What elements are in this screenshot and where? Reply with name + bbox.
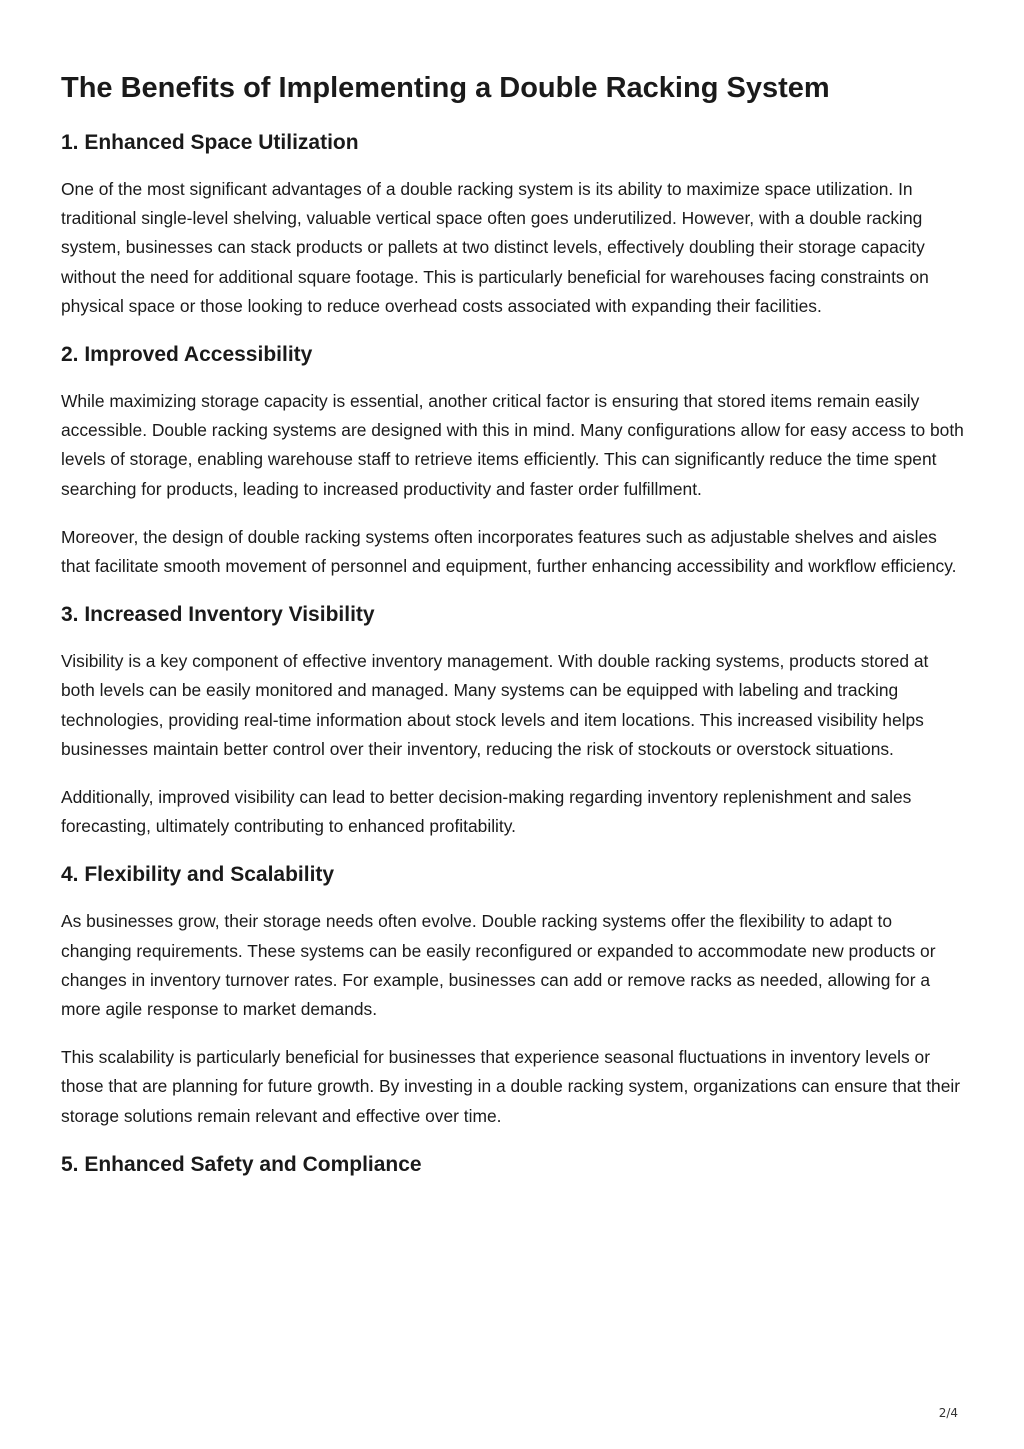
section-paragraph: Visibility is a key component of effective inventory management. With double racking systems, products stored at both levels can be easily monitored and managed. Many systems can be equipped with labeling and tracking technologies, providing real-time information about stock levels and item locations. This increased visibility helps businesses maintain better control over their inventory, reducing the risk of stockouts or overstock situations. [61,651,929,759]
section-heading: 2. Improved Accessibility [61,343,313,367]
section-heading: 3. Increased Inventory Visibility [61,603,375,627]
page-title: The Benefits of Implementing a Double Racking System [61,72,830,104]
section-heading: 4. Flexibility and Scalability [61,863,335,887]
section-heading: 1. Enhanced Space Utilization [61,131,359,154]
section-heading: 5. Enhanced Safety and Compliance [61,1152,422,1176]
section-space-utilization [61,128,966,321]
section-flexibility-scalability [61,860,966,1130]
section-paragraph: Additionally, improved visibility can lead to better decision-making regarding inventory replenishment and sales forecasting, ultimately contributing to enhanced profitability. [61,787,912,837]
section-accessibility [61,340,966,581]
section-paragraph: This scalability is particularly beneficial for businesses that experience seasonal fluctuations in inventory levels or those that are planning for future growth. By investing in a double racking system, organizations can ensure that their storage solutions remain relevant and effective over time. [61,1047,961,1126]
section-inventory-visibility [61,600,966,841]
section-paragraph: As businesses grow, their storage needs often evolve. Double racking systems offer the flexibility to adapt to changing requirements. These systems can be easily reconfigured or expanded to accommodate new products or changes in inventory turnover rates. For example, businesses can add or remove racks as needed, allowing for a more agile response to market demands. [61,911,936,1020]
section-paragraph: One of the most significant advantages of a double racking system is its ability to maximize space utilization. In traditional single-level shelving, valuable vertical space often goes underutilized. However, with a double racking system, businesses can stack products or pallets at two distinct levels, effectively doubling their storage capacity without the need for additional square footage. This is particularly beneficial for warehouses facing constraints on physical space or those looking to reduce overhead costs associated with expanding their facilities. [61,179,929,316]
page-number: 2/4 [938,1406,958,1420]
section-paragraph: Moreover, the design of double racking systems often incorporates features such as adjustable shelves and aisles that facilitate smooth movement of personnel and equipment, further enhancing accessibility and workflow efficiency. [61,526,957,577]
section-paragraph: While maximizing storage capacity is essential, another critical factor is ensuring that stored items remain easily accessible. Double racking systems are designed with this in mind. Many configurations allow for easy access to both levels of storage, enabling warehouse staff to retrieve items efficiently. This can significantly reduce the time spent searching for products, leading to increased productivity and faster order fulfillment. [61,391,964,499]
section-safety-compliance [61,1150,966,1180]
document-body [61,128,966,1197]
